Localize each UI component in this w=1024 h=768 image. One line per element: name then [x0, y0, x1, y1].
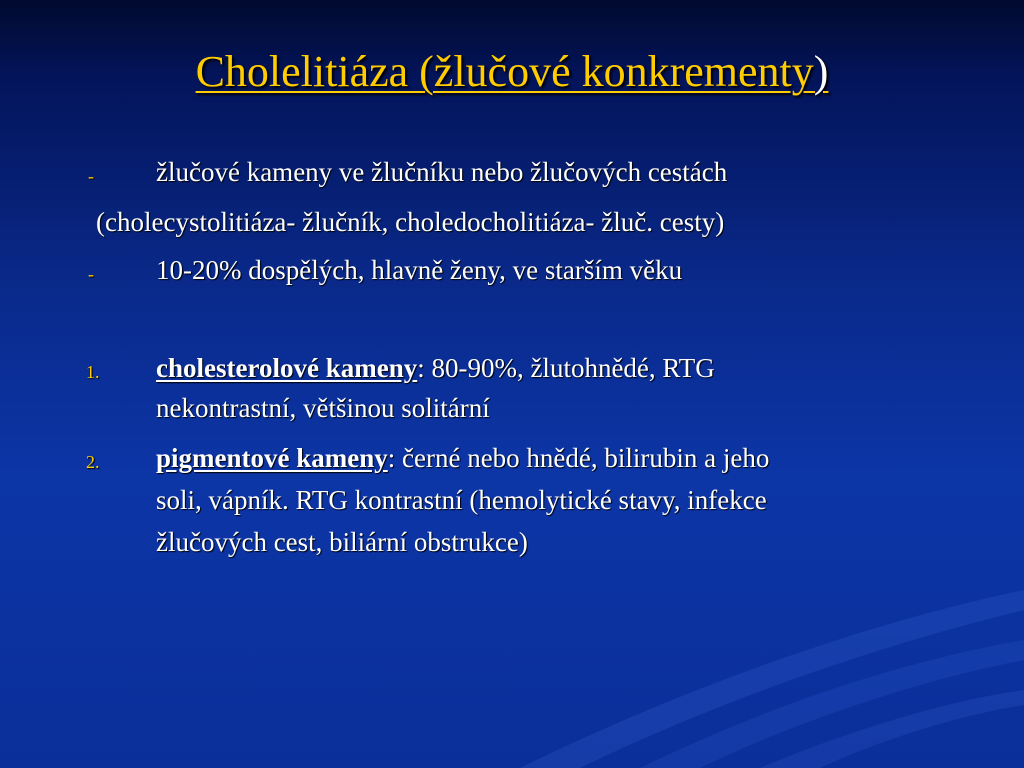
slide-title	[0, 46, 1024, 97]
numbered-item-text: : černé nebo hnědé, bilirubin a jeho	[387, 443, 770, 473]
term-pigment-stones: pigmentové kameny	[156, 443, 388, 473]
bullet-text: žlučové kameny ve žlučníku nebo žlučových cestách	[156, 157, 728, 187]
numbered-marker: 2.	[86, 452, 100, 472]
numbered-item-text: : 80-90%, žlutohnědé, RTG	[417, 353, 715, 383]
bullet-marker: -	[88, 264, 94, 284]
numbered-item-line	[156, 438, 769, 478]
numbered-marker: 1.	[86, 362, 100, 382]
title-main: Cholelitiáza (žlučové konkrementy	[195, 47, 814, 96]
bullet-text: 10-20% dospělých, hlavně ženy, ve starším věku	[156, 255, 683, 285]
bullet-continuation: (cholecystolitiáza- žlučník, choledocholitiáza- žluč. cesty)	[96, 207, 725, 237]
numbered-item-line	[156, 348, 715, 388]
title-close-paren: )	[813, 47, 829, 96]
bullet-marker: -	[88, 166, 94, 186]
numbered-item-line: nekontrastní, většinou solitární	[156, 393, 490, 423]
numbered-item-line: soli, vápník. RTG kontrastní (hemolytické stavy, infekce	[156, 485, 767, 515]
numbered-item-line: žlučových cest, biliární obstrukce)	[156, 527, 528, 557]
term-cholesterol-stones: cholesterolové kameny	[156, 353, 418, 383]
